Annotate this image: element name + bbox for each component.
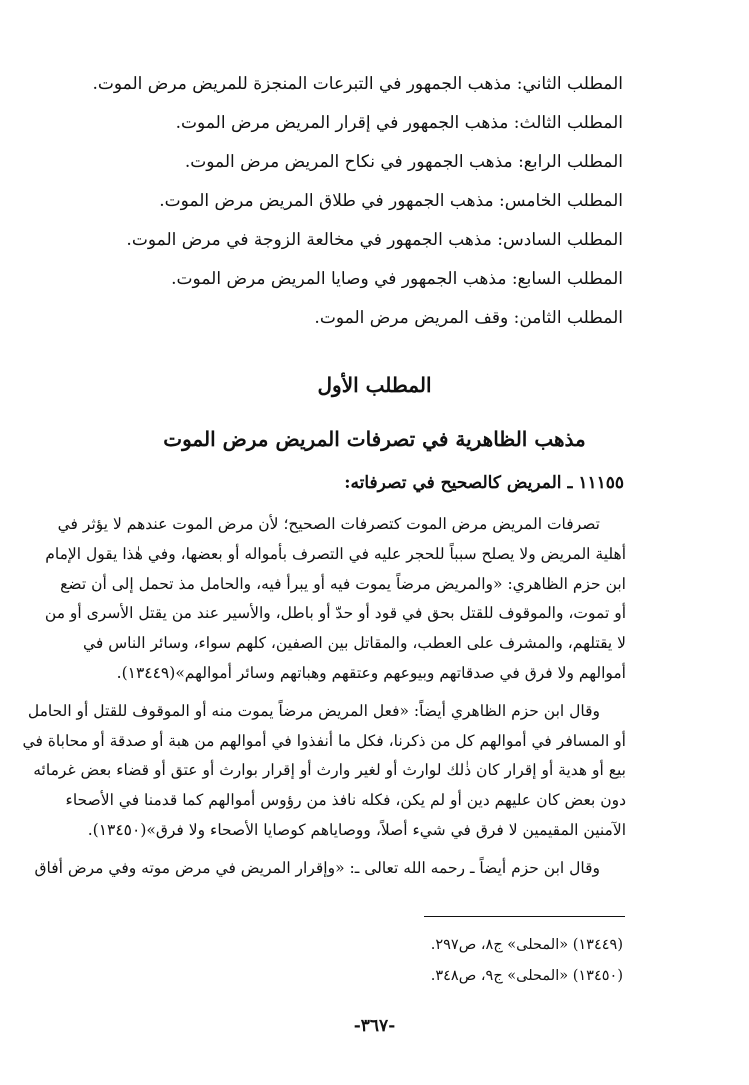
footnote-divider: [424, 916, 625, 917]
text-line: دون بعض كان عليهم دين أو لم يكن، فكله نافذ من رؤوس أموالهم كما قدمنا في الأصحاء: [65, 791, 626, 810]
text-line: تصرفات المريض مرض الموت كتصرفات الصحيح؛ لأن مرض الموت عندهم لا يؤثر في: [57, 515, 600, 533]
section-heading: المطلب الأول: [317, 373, 432, 397]
text-line: أو تموت، والموقوف للقتل بحق في قود أو حدّ أو باطل، والأسير عند من يقتل الأسرى أو من: [44, 604, 626, 623]
text-line: وقال ابن حزم أيضاً ـ رحمه الله تعالى ـ: «وإقرار المريض في مرض موته وفي مرض أفاق: [34, 858, 600, 877]
footnotes: [123, 935, 623, 997]
toc-item: المطلب الخامس: مذهب الجمهور في طلاق المريض مرض الموت.: [159, 191, 623, 211]
paragraph-heading: ١١١٥٥ ـ المريض كالصحيح في تصرفاته:: [344, 473, 624, 493]
sections-list: [63, 74, 623, 347]
body-text: [22, 514, 626, 888]
text-line: أو المسافر في أموالهم كل من ذكرنا، فكل ما أنفذوا في أموالهم من هبة أو صدقة أو محاباة في: [22, 731, 626, 750]
toc-item: المطلب السادس: مذهب الجمهور في مخالعة الزوجة في مرض الموت.: [126, 230, 623, 250]
toc-item: المطلب الثالث: مذهب الجمهور في إقرار المريض مرض الموت.: [175, 113, 623, 133]
text-line: ابن حزم الظاهري: «والمريض مرضاً يموت فيه أو يبرأ فيه، والحامل مذ تحمل إلى أن تضع: [60, 574, 626, 593]
text-line: أهلية المريض ولا يصلح سبباً للحجر عليه في التصرف بأمواله أو بعضها، وفي هٰذا يقول الإمام: [45, 544, 626, 563]
text-line: الآمنين المقيمين لا فرق في شيء أصلاً، ووصاياهم كوصايا الأصحاء ولا فرق»(١٣٤٥٠).: [87, 820, 626, 839]
footnote: (١٣٤٤٩) «المحلى» ج٨، ص٢٩٧.: [430, 937, 623, 953]
text-line: لا يقتلهم، والمشرف على العطب، والمقاتل بين الصفين، كلهم سواء، وسائر الناس في: [82, 634, 626, 653]
toc-item: المطلب الثامن: وقف المريض مرض الموت.: [314, 308, 623, 328]
footnote: (١٣٤٥٠) «المحلى» ج٩، ص٣٤٨.: [430, 968, 623, 984]
text-line: أموالهم ولا فرق في صدقاتهم وبيوعهم وعتقهم وهباتهم وسائر أموالهم»(١٣٤٤٩).: [116, 663, 626, 682]
page-number: -٣٦٧-: [353, 1016, 396, 1036]
chapter-heading: مذهب الظاهرية في تصرفات المريض مرض الموت: [163, 427, 586, 451]
toc-item: المطلب الثاني: مذهب الجمهور في التبرعات المنجزة للمريض مرض الموت.: [92, 74, 623, 94]
toc-item: المطلب الرابع: مذهب الجمهور في نكاح المريض مرض الموت.: [184, 152, 623, 172]
toc-item: المطلب السابع: مذهب الجمهور في وصايا المريض مرض الموت.: [171, 269, 623, 289]
text-line: بيع أو هدية أو إقرار كان ذٰلك لوارث أو لغير وارث أو إقرار بوارث أو عتق أو قضاء بعض غرمائه: [33, 761, 626, 780]
text-line: وقال ابن حزم الظاهري أيضاً: «فعل المريض مرضاً يموت منه أو الموقوف للقتل أو الحامل: [27, 701, 600, 720]
